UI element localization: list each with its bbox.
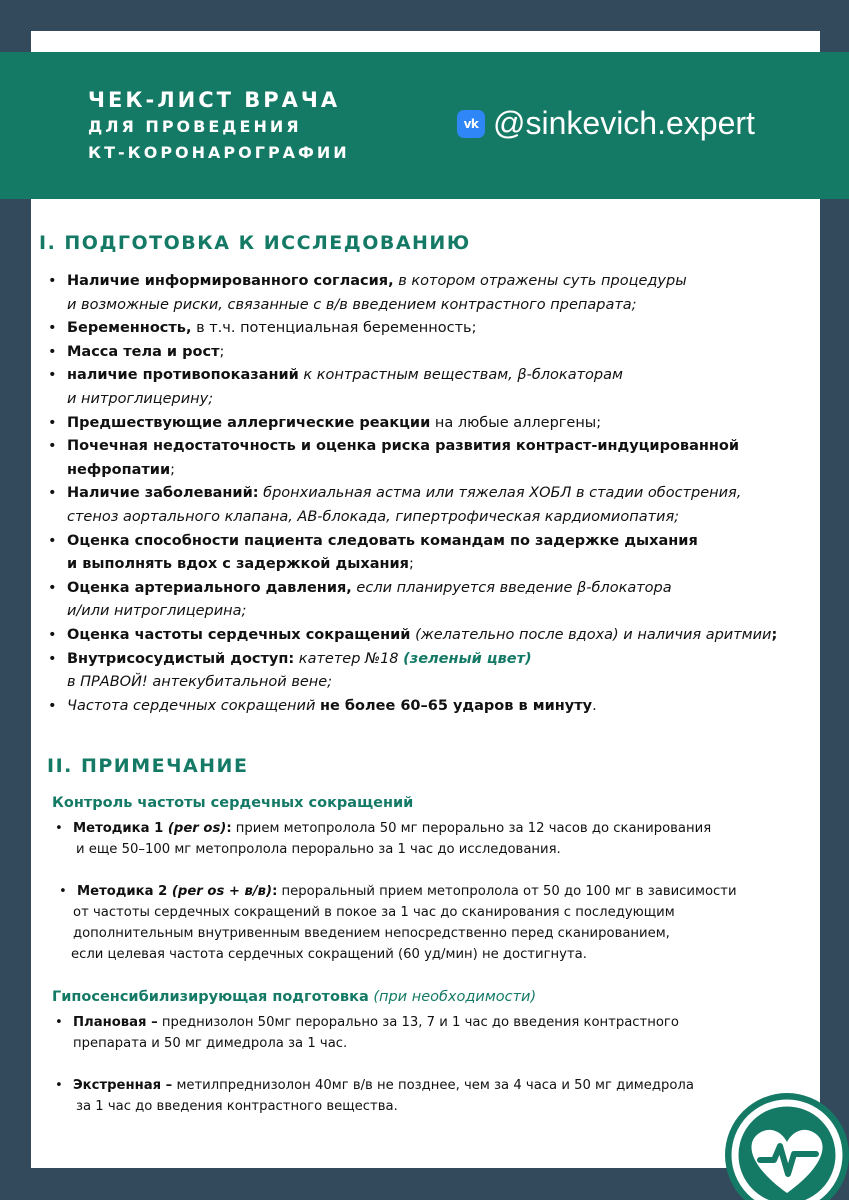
page-title [88,87,350,166]
social-handle[interactable]: @sinkevich.expert [493,105,755,141]
heart-logo-icon [722,1090,849,1200]
list-item: • Методика 1 (per os): прием метопролола 50 мг перорально за 12 часов до сканирования и еще 50–100 мг метопролола перорально за 1 час до исследования. [73,818,813,860]
list-item: • Предшествующие аллергические реакции на любые аллергены; [67,412,827,436]
vk-icon[interactable]: vk [457,110,485,138]
preparation-list [67,270,827,718]
title-line-3: КТ-КОРОНАРОГРАФИИ [88,143,350,162]
section-heading-notes: II. ПРИМЕЧАНИЕ [47,755,249,777]
desensitization-list [73,1012,813,1054]
list-item: • Масса тела и рост; [67,341,827,365]
subheading-desensitization: Гипосенсибилизирующая подготовка (при необходимости) [52,989,537,1005]
list-item: • Почечная недостаточность и оценка риска развития контраст-индуцированной нефропатии; [67,435,827,482]
list-item: • Оценка частоты сердечных сокращений (желательно после вдоха) и наличия аритмии; [67,624,827,648]
section-heading-preparation: I. ПОДГОТОВКА К ИССЛЕДОВАНИЮ [39,232,471,254]
list-item: • Оценка артериального давления, если планируется введение β-блокатора и/или нитроглицерина; [67,577,827,624]
title-line-1: ЧЕК-ЛИСТ ВРАЧА [88,88,341,112]
list-item: • Экстренная – метилпреднизолон 40мг в/в не позднее, чем за 4 часа и 50 мг димедрола за 1 час до введения контрастного вещества. [73,1075,813,1117]
list-item: • Оценка способности пациента следовать командам по задержке дыхания и выполнять вдох с задержкой дыхания; [67,530,827,577]
list-item: • Беременность, в т.ч. потенциальная беременность; [67,317,827,341]
list-item: • Наличие заболеваний: бронхиальная астма или тяжелая ХОБЛ в стадии обострения, стеноз аортального клапана, АВ-блокада, гипертрофическая кардиомиопатия; [67,482,827,529]
desensitization-list-2 [73,1075,813,1117]
heart-rate-methods-list [73,818,813,860]
subheading-heart-rate: Контроль частоты сердечных сокращений [52,795,414,811]
heart-rate-methods-list-2 [71,881,817,965]
list-item: • Методика 2 (per os + в/в): пероральный прием метопролола от 50 до 100 мг в зависимости от частоты сердечных сокращений в покое за 1 час до сканирования с последующим дополнительным внутривенным введением непосредственно перед сканированием, если целевая частота сердечных сокращений (60 уд/мин) не достигнута. [77,881,817,965]
list-item: • Частота сердечных сокращений не более 60–65 ударов в минуту. [67,695,827,719]
header-banner [0,52,849,199]
list-item: • Внутрисосудистый доступ: катетер №18 (зеленый цвет) в ПРАВОЙ! антекубитальной вене; [67,648,827,695]
list-item: • Наличие информированного согласия, в котором отражены суть процедуры и возможные риски, связанные с в/в введением контрастного препарата; [67,270,827,317]
list-item: • Плановая – преднизолон 50мг перорально за 13, 7 и 1 час до введения контрастного препарата и 50 мг димедрола за 1 час. [73,1012,813,1054]
title-line-2: ДЛЯ ПРОВЕДЕНИЯ [88,117,302,136]
list-item: • наличие противопоказаний к контрастным веществам, β-блокаторам и нитроглицерину; [67,364,827,411]
